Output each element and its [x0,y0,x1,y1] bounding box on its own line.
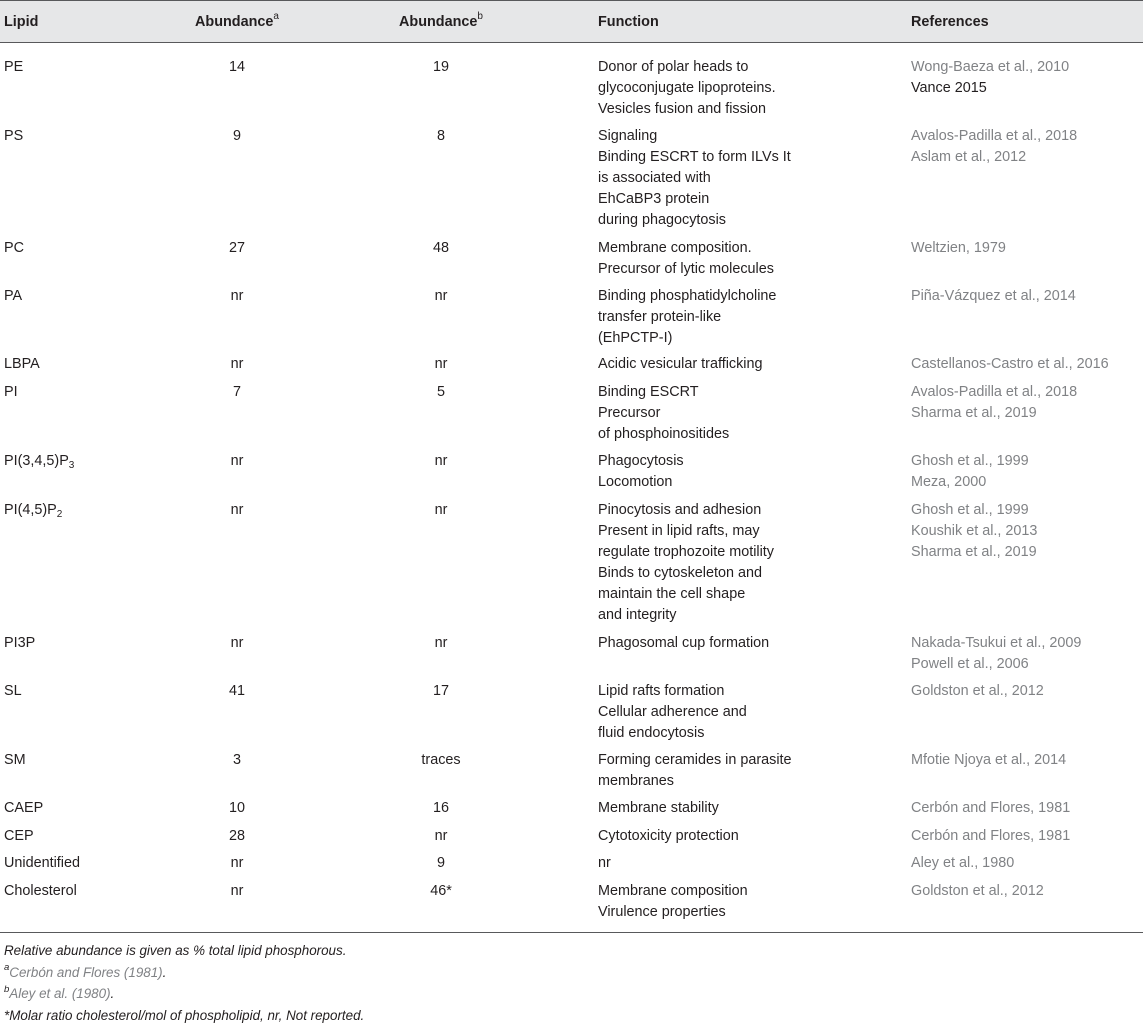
cell-abundance-b: nr [435,826,448,847]
cell-lipid: PS [4,126,23,147]
cell-lipid: LBPA [4,354,40,375]
cell-abundance-b: nr [435,633,448,654]
function-line: Precursor [598,403,729,424]
function-line: Pinocytosis and adhesion [598,500,774,521]
cell-abundance-b: nr [435,451,448,472]
cell-function [598,286,776,349]
cell-function [598,881,748,923]
cell-function [598,451,684,493]
reference-link: Vance 2015 [911,78,1069,99]
reference-link[interactable]: Powell et al., 2006 [911,654,1081,675]
cell-lipid: CAEP [4,798,43,819]
reference-link[interactable]: Meza, 2000 [911,472,1029,493]
function-line: Binding phosphatidylcholine [598,286,776,307]
function-line: Cellular adherence and [598,702,747,723]
cell-function [598,853,611,874]
cell-lipid: PI [4,382,18,403]
cell-lipid: $PI(4,5)P_2$ [4,500,62,521]
cell-lipid: CEP [4,826,34,847]
cell-abundance-b: 8 [437,126,445,147]
function-line: is associated with [598,168,791,189]
cell-function [598,500,774,626]
function-line: Acidic vesicular trafficking [598,354,763,375]
cell-abundance-a: 10 [229,798,245,819]
function-line: Cytotoxicity protection [598,826,739,847]
reference-link[interactable]: Avalos-Padilla et al., 2018 [911,126,1077,147]
cell-references [911,826,1070,847]
function-line: transfer protein-like [598,307,776,328]
cell-abundance-b: 16 [433,798,449,819]
footnote-a: $^a$Cerbón and Flores (1981). [4,962,364,984]
function-line: Membrane composition. [598,238,774,259]
cell-abundance-a: 28 [229,826,245,847]
cell-abundance-a: 7 [233,382,241,403]
function-line: Binding ESCRT [598,382,729,403]
reference-link[interactable]: Weltzien, 1979 [911,238,1006,259]
function-line: Membrane composition [598,881,748,902]
cell-function [598,633,769,654]
reference-link[interactable]: Ghosh et al., 1999 [911,500,1037,521]
function-line: Forming ceramides in parasite [598,750,792,771]
reference-link[interactable]: Wong-Baeza et al., 2010 [911,57,1069,78]
reference-link[interactable]: Mfotie Njoya et al., 2014 [911,750,1066,771]
reference-link[interactable]: Castellanos-Castro et al., 2016 [911,354,1109,375]
cell-lipid: SM [4,750,26,771]
cell-references [911,500,1037,563]
footnote-abundance: Relative abundance is given as % total lipid phosphorous. [4,940,364,962]
reference-link[interactable]: Aslam et al., 2012 [911,147,1077,168]
reference-link[interactable]: Sharma et al., 2019 [911,542,1037,563]
function-line: Vesicles fusion and fission [598,99,776,120]
function-line: of phosphoinositides [598,424,729,445]
cell-abundance-b: traces [421,750,460,771]
cell-references [911,57,1069,99]
function-line: Locomotion [598,472,684,493]
cell-lipid: SL [4,681,22,702]
cell-abundance-b: nr [435,500,448,521]
cell-abundance-a: nr [231,354,244,375]
cell-abundance-a: 27 [229,238,245,259]
reference-link[interactable]: Piña-Vázquez et al., 2014 [911,286,1076,307]
cell-lipid: $PI(3,4,5)P_3$ [4,451,74,472]
cell-references [911,354,1109,375]
cell-references [911,126,1077,168]
reference-link[interactable]: Koushik et al., 2013 [911,521,1037,542]
cell-abundance-a: nr [231,451,244,472]
function-line: Signaling [598,126,791,147]
cell-lipid: PI3P [4,633,35,654]
footnote-b: $^b$Aley et al. (1980). [4,983,364,1005]
header-abundance-b: Abundance$^b$ [399,12,483,33]
cell-references [911,382,1077,424]
function-line: membranes [598,771,792,792]
cell-references [911,853,1014,874]
function-line: Virulence properties [598,902,748,923]
function-line: regulate trophozoite motility [598,542,774,563]
cell-abundance-b: 46* [430,881,452,902]
function-line: Donor of polar heads to [598,57,776,78]
function-line: during phagocytosis [598,210,791,231]
table-header-row [0,0,1143,43]
table-footnotes [4,940,364,1026]
reference-link[interactable]: Ghosh et al., 1999 [911,451,1029,472]
cell-references [911,681,1044,702]
function-line: nr [598,853,611,874]
cell-references [911,798,1070,819]
cell-lipid: Cholesterol [4,881,77,902]
reference-link[interactable]: Aley et al., 1980 [911,853,1014,874]
header-lipid: Lipid [4,12,38,33]
cell-abundance-b: 9 [437,853,445,874]
cell-references [911,881,1044,902]
function-line: glycoconjugate lipoproteins. [598,78,776,99]
cell-references [911,633,1081,675]
cell-abundance-a: nr [231,633,244,654]
cell-lipid: PE [4,57,23,78]
reference-link[interactable]: Nakada-Tsukui et al., 2009 [911,633,1081,654]
function-line: Present in lipid rafts, may [598,521,774,542]
cell-abundance-a: nr [231,500,244,521]
reference-link[interactable]: Goldston et al., 2012 [911,681,1044,702]
cell-abundance-a: nr [231,853,244,874]
function-line: and integrity [598,605,774,626]
function-line: Precursor of lytic molecules [598,259,774,280]
cell-function [598,382,729,445]
cell-abundance-b: 5 [437,382,445,403]
cell-abundance-b: 19 [433,57,449,78]
cell-abundance-a: 41 [229,681,245,702]
reference-link[interactable]: Sharma et al., 2019 [911,403,1077,424]
cell-abundance-a: 3 [233,750,241,771]
function-line: Phagocytosis [598,451,684,472]
cell-references [911,238,1006,259]
cell-function [598,238,774,280]
cell-abundance-b: nr [435,354,448,375]
header-references: References [911,12,989,33]
cell-function [598,826,739,847]
function-line: Phagosomal cup formation [598,633,769,654]
reference-link[interactable]: Cerbón and Flores, 1981 [911,826,1070,847]
function-line: Lipid rafts formation [598,681,747,702]
cell-function [598,681,747,744]
reference-link[interactable]: Avalos-Padilla et al., 2018 [911,382,1077,403]
function-line: maintain the cell shape [598,584,774,605]
function-line: (EhPCTP-I) [598,328,776,349]
cell-lipid: PC [4,238,24,259]
cell-abundance-b: 17 [433,681,449,702]
cell-abundance-a: nr [231,286,244,307]
function-line: Membrane stability [598,798,719,819]
cell-function [598,354,763,375]
reference-link[interactable]: Goldston et al., 2012 [911,881,1044,902]
cell-abundance-a: nr [231,881,244,902]
header-function: Function [598,12,659,33]
cell-references [911,286,1076,307]
cell-abundance-b: 48 [433,238,449,259]
footnote-star: *Molar ratio cholesterol/mol of phospholipid, nr, Not reported. [4,1005,364,1026]
cell-abundance-b: nr [435,286,448,307]
function-line: Binds to cytoskeleton and [598,563,774,584]
reference-link[interactable]: Cerbón and Flores, 1981 [911,798,1070,819]
function-line: fluid endocytosis [598,723,747,744]
cell-function [598,126,791,231]
cell-lipid: Unidentified [4,853,80,874]
cell-function [598,750,792,792]
function-line: EhCaBP3 protein [598,189,791,210]
header-abundance-a: Abundance$^a$ [195,12,279,33]
cell-lipid: PA [4,286,22,307]
cell-abundance-a: 14 [229,57,245,78]
cell-references [911,750,1066,771]
function-line: Binding ESCRT to form ILVs It [598,147,791,168]
cell-function [598,57,776,120]
cell-references [911,451,1029,493]
cell-abundance-a: 9 [233,126,241,147]
cell-function [598,798,719,819]
table-bottom-rule [0,932,1143,933]
